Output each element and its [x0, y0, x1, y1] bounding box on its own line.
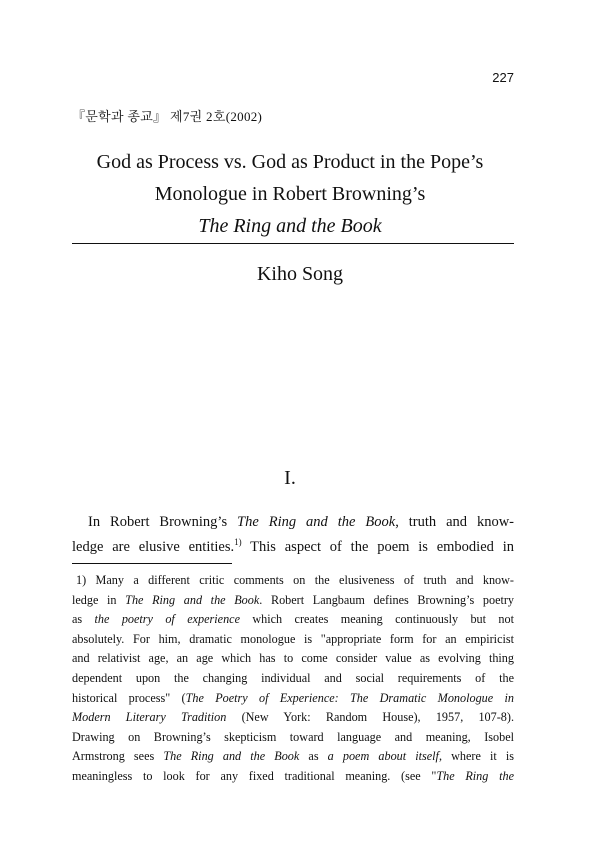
- footnote-italic-span: a poem about itself: [327, 749, 439, 764]
- footnote-italic-span: The Ring and the Book: [163, 749, 300, 764]
- article-title: [60, 146, 520, 242]
- footnote-text-span: historical process" (: [72, 690, 186, 705]
- page-number: 227: [492, 70, 514, 85]
- title-line-3: The Ring and the Book: [198, 215, 382, 237]
- title-line-1: God as Process vs. God as Product in the Pope’s: [96, 151, 484, 173]
- body-line-2: [72, 535, 514, 560]
- footnote-text-span: meaningless to look for any fixed traditional meaning. (see ": [72, 768, 437, 783]
- footnote-line: absolutely. For him, dramatic monologue is "appropriate form for an empiricist: [72, 631, 514, 646]
- footnote-text-span: as: [72, 612, 95, 627]
- author-name: Kiho Song: [256, 263, 344, 285]
- footnote: [72, 571, 514, 787]
- body-text-span: , truth and know-: [395, 514, 514, 530]
- body-text-span: This aspect of the poem is embodied in: [241, 539, 514, 555]
- footnote-text-span: . Robert Langbaum defines Browning’s poetry: [259, 592, 515, 607]
- footnote-text-span: as: [299, 749, 328, 764]
- footnote-line: and relativist age, an age which has to come consider value as evolving thing: [72, 651, 514, 666]
- footnote-italic-span: The Poetry of Experience: The Dramatic Monologue in: [185, 690, 514, 705]
- body-line-1: [72, 510, 514, 535]
- footnote-line: 1) Many a different critic comments on the elusiveness of truth and know-: [76, 573, 514, 587]
- journal-citation: 『문학과 종교』 제7권 2호(2002): [72, 109, 263, 124]
- footnote-line: [72, 610, 514, 630]
- footnote-italic-span: Modern Literary Tradition: [72, 710, 227, 725]
- footnote-text-span: Armstrong sees: [72, 749, 164, 764]
- footnote-line: [72, 708, 514, 728]
- footnote-text-span: (New York: Random House), 1957, 107-8).: [226, 710, 514, 725]
- footnote-line: [72, 591, 514, 611]
- title-divider: [72, 243, 514, 244]
- footnote-line: [72, 689, 514, 709]
- footnote-text-span: , where it is: [438, 749, 514, 764]
- footnote-line: [72, 747, 514, 767]
- footnote-italic-span: The Ring the: [436, 768, 514, 783]
- title-line-2: Monologue in Robert Browning’s: [154, 183, 426, 205]
- footnote-divider: [72, 563, 232, 564]
- body-text-span: In Robert Browning’s: [88, 514, 238, 530]
- footnote-line: Drawing on Browning’s skepticism toward language and meaning, Isobel: [72, 729, 514, 744]
- footnote-text-span: which creates meaning continuously but not: [239, 612, 514, 627]
- footnote-italic-span: the poetry of experience: [94, 612, 240, 627]
- footnote-italic-span: The Ring and the Book: [125, 592, 260, 607]
- body-paragraph: [72, 510, 514, 560]
- footnote-line: [72, 767, 514, 787]
- footnote-line: dependent upon the changing individual and social requirements of the: [72, 670, 514, 685]
- section-heading: I.: [284, 467, 296, 489]
- footnote-text-span: ledge in: [72, 592, 126, 607]
- body-book-title: The Ring and the Book: [237, 514, 396, 530]
- footnote-marker[interactable]: 1): [234, 537, 242, 548]
- body-text-span: ledge are elusive entities.: [72, 539, 235, 555]
